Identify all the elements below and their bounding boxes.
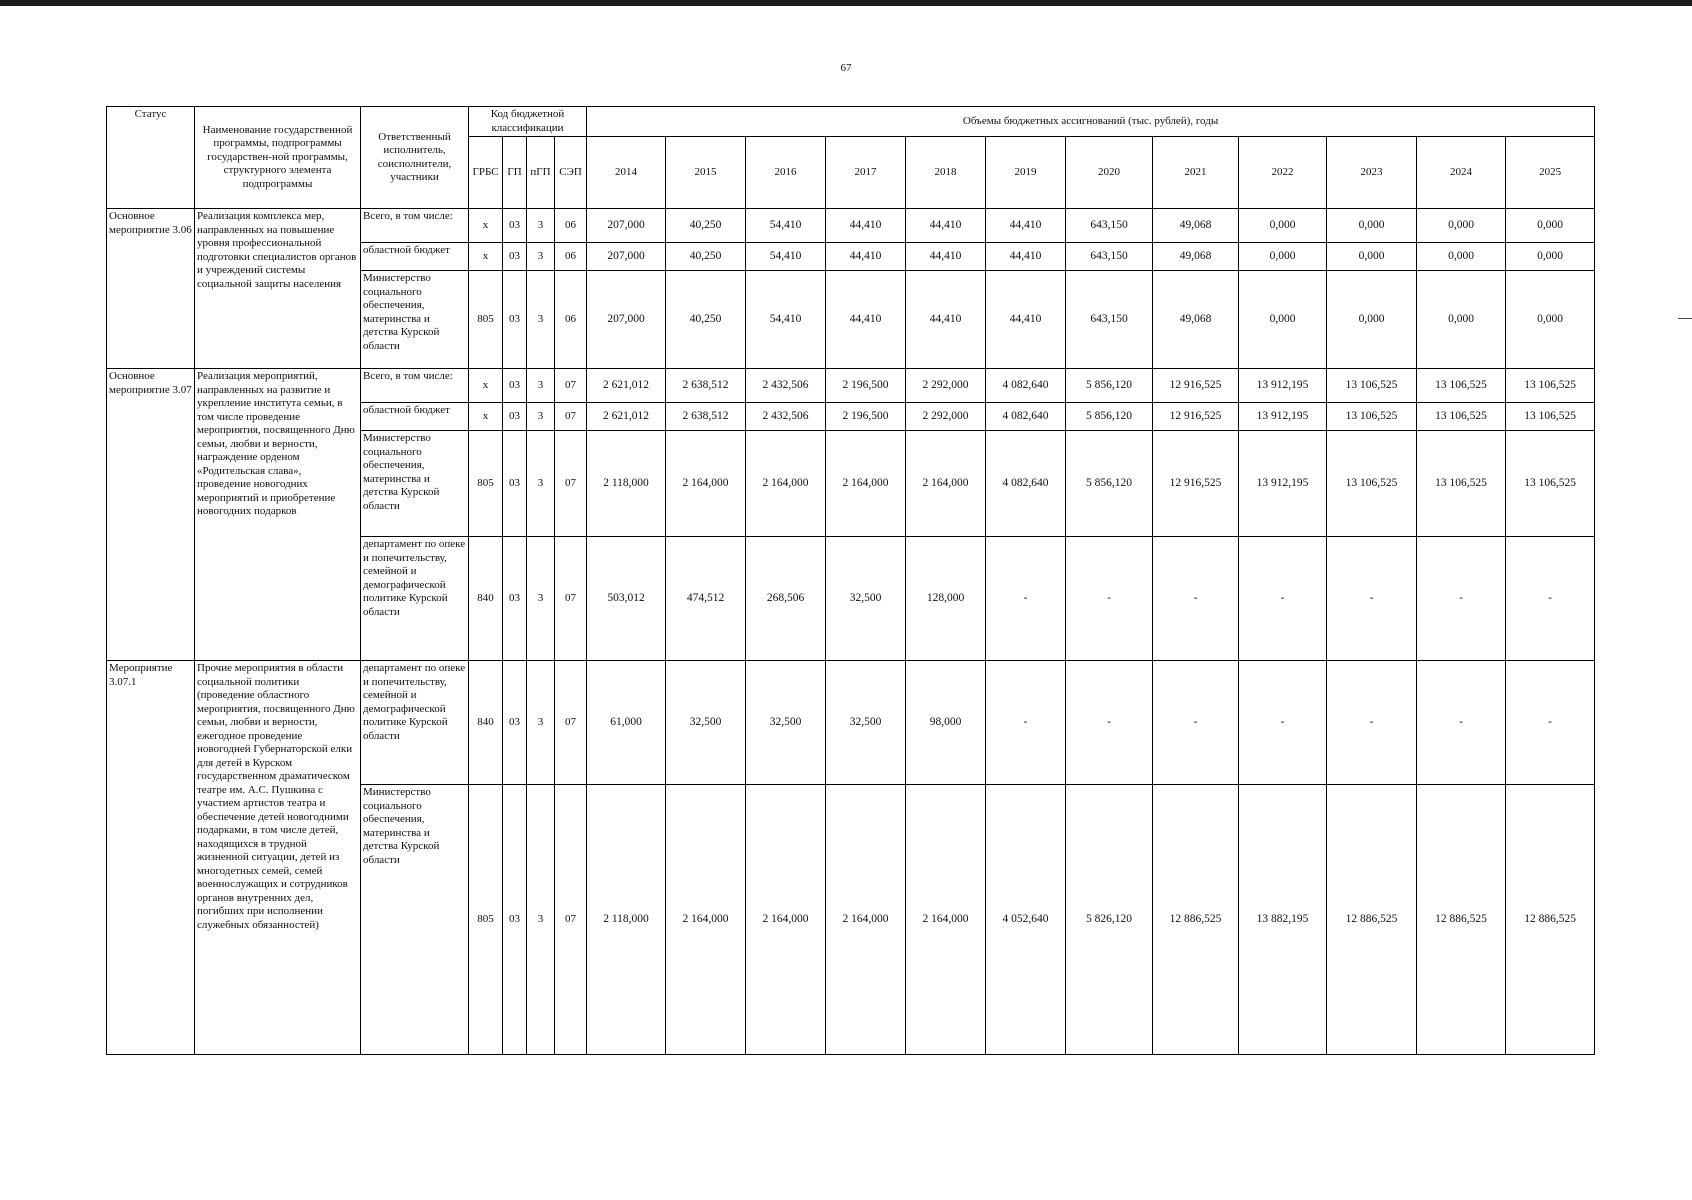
- allocation-value-cell: 40,250: [666, 271, 746, 369]
- allocation-value-cell: 0,000: [1417, 209, 1506, 243]
- budget-table: [106, 106, 1595, 1055]
- budget-code-cell: х: [469, 403, 503, 431]
- allocation-value-cell: 13 106,525: [1327, 403, 1417, 431]
- allocation-value-cell: 2 164,000: [906, 431, 986, 537]
- allocation-value-cell: 12 886,525: [1506, 785, 1595, 1055]
- budget-code-cell: 805: [469, 271, 503, 369]
- allocation-value-cell: 503,012: [587, 537, 666, 661]
- header-code: ГП: [503, 137, 527, 209]
- allocation-value-cell: -: [986, 537, 1066, 661]
- budget-code-cell: 07: [555, 661, 587, 785]
- allocation-value-cell: 5 856,120: [1066, 403, 1153, 431]
- allocation-value-cell: 4 052,640: [986, 785, 1066, 1055]
- allocation-value-cell: 2 432,506: [746, 403, 826, 431]
- allocation-value-cell: 40,250: [666, 243, 746, 271]
- page-number: 67: [840, 62, 852, 74]
- measure-name-cell: Реализация комплекса мер, направленных на повышение уровня профессиональной подготовки специалистов органов и учреждений системы социальной защиты населения: [195, 209, 361, 369]
- allocation-value-cell: 12 886,525: [1327, 785, 1417, 1055]
- allocation-value-cell: 207,000: [587, 243, 666, 271]
- allocation-value-cell: 32,500: [826, 661, 906, 785]
- allocation-value-cell: 2 164,000: [666, 785, 746, 1055]
- allocation-value-cell: -: [1066, 537, 1153, 661]
- responsible-cell: областной бюджет: [361, 243, 469, 271]
- header-status: Статус: [107, 107, 195, 209]
- allocation-value-cell: 5 856,120: [1066, 431, 1153, 537]
- measure-name-cell: Прочие мероприятия в области социальной политики (проведение областного мероприятия, посвященного Дню семьи, любви и верности, ежегодное проведение новогодней Губернаторской елки для детей в Курском государственном драматическом театре им. А.С. Пушкина с участием артистов театра и обеспечение детей новогодними подарками, в том числе детей, находящихся в трудной жизненной ситуации, детей из многодетных семей, семей военнослужащих и сотрудников органов внутренних дел, погибших при исполнении служебных обязанностей): [195, 661, 361, 1055]
- allocation-value-cell: 2 118,000: [587, 785, 666, 1055]
- allocation-value-cell: 643,150: [1066, 209, 1153, 243]
- allocation-value-cell: 54,410: [746, 209, 826, 243]
- allocation-value-cell: 0,000: [1506, 243, 1595, 271]
- allocation-value-cell: 5 826,120: [1066, 785, 1153, 1055]
- budget-table-body: [107, 209, 1595, 1055]
- allocation-value-cell: 12 886,525: [1417, 785, 1506, 1055]
- header-name: Наименование государственной программы, подпрограммы государствен-ной программы, структурного элемента подпрограммы: [195, 107, 361, 209]
- allocation-value-cell: 13 882,195: [1239, 785, 1327, 1055]
- allocation-value-cell: 44,410: [986, 271, 1066, 369]
- allocation-value-cell: 44,410: [906, 271, 986, 369]
- allocation-value-cell: 643,150: [1066, 271, 1153, 369]
- table-row: [107, 661, 1595, 785]
- allocation-value-cell: 643,150: [1066, 243, 1153, 271]
- budget-code-cell: 06: [555, 243, 587, 271]
- header-code: СЭП: [555, 137, 587, 209]
- budget-code-cell: 805: [469, 785, 503, 1055]
- allocation-value-cell: 44,410: [826, 209, 906, 243]
- allocation-value-cell: 4 082,640: [986, 403, 1066, 431]
- allocation-value-cell: -: [1506, 661, 1595, 785]
- responsible-cell: Министерство социального обеспечения, материнства и детства Курской области: [361, 431, 469, 537]
- allocation-value-cell: -: [1153, 661, 1239, 785]
- budget-code-cell: 03: [503, 431, 527, 537]
- allocation-value-cell: 2 164,000: [746, 785, 826, 1055]
- header-year: 2021: [1153, 137, 1239, 209]
- responsible-cell: областной бюджет: [361, 403, 469, 431]
- allocation-value-cell: 32,500: [746, 661, 826, 785]
- allocation-value-cell: 2 638,512: [666, 403, 746, 431]
- allocation-value-cell: 12 916,525: [1153, 403, 1239, 431]
- responsible-cell: Министерство социального обеспечения, материнства и детства Курской области: [361, 271, 469, 369]
- allocation-value-cell: 13 106,525: [1327, 431, 1417, 537]
- table-row: [107, 209, 1595, 243]
- allocation-value-cell: 0,000: [1417, 271, 1506, 369]
- allocation-value-cell: 13 106,525: [1417, 369, 1506, 403]
- allocation-value-cell: 32,500: [826, 537, 906, 661]
- responsible-cell: Всего, в том числе:: [361, 369, 469, 403]
- allocation-value-cell: -: [1066, 661, 1153, 785]
- allocation-value-cell: 0,000: [1239, 243, 1327, 271]
- allocation-value-cell: 2 292,000: [906, 403, 986, 431]
- measure-name-cell: Реализация мероприятий, направленных на развитие и укрепление института семьи, в том числе проведение мероприятия, посвященного Дню семьи, любви и верности, награждение орденом «Родительская слава», проведение новогодних мероприятий и приобретение новогодних подарков: [195, 369, 361, 661]
- allocation-value-cell: 49,068: [1153, 243, 1239, 271]
- allocation-value-cell: -: [1239, 537, 1327, 661]
- allocation-value-cell: 44,410: [826, 271, 906, 369]
- allocation-value-cell: 12 886,525: [1153, 785, 1239, 1055]
- allocation-value-cell: 12 916,525: [1153, 369, 1239, 403]
- header-year: 2025: [1506, 137, 1595, 209]
- header-year: 2020: [1066, 137, 1153, 209]
- header-year: 2023: [1327, 137, 1417, 209]
- allocation-value-cell: -: [1239, 661, 1327, 785]
- allocation-value-cell: 54,410: [746, 271, 826, 369]
- allocation-value-cell: 61,000: [587, 661, 666, 785]
- budget-code-cell: 03: [503, 369, 527, 403]
- allocation-value-cell: 12 916,525: [1153, 431, 1239, 537]
- allocation-value-cell: -: [1327, 661, 1417, 785]
- header-year: 2024: [1417, 137, 1506, 209]
- allocation-value-cell: -: [1417, 537, 1506, 661]
- allocation-value-cell: 268,506: [746, 537, 826, 661]
- budget-code-cell: 03: [503, 661, 527, 785]
- allocation-value-cell: 44,410: [826, 243, 906, 271]
- budget-code-cell: 03: [503, 271, 527, 369]
- allocation-value-cell: 2 196,500: [826, 403, 906, 431]
- allocation-value-cell: 0,000: [1327, 243, 1417, 271]
- budget-code-cell: х: [469, 243, 503, 271]
- budget-code-cell: 3: [527, 537, 555, 661]
- allocation-value-cell: 128,000: [906, 537, 986, 661]
- allocation-value-cell: 2 196,500: [826, 369, 906, 403]
- allocation-value-cell: 2 164,000: [666, 431, 746, 537]
- allocation-value-cell: 2 164,000: [746, 431, 826, 537]
- responsible-cell: Всего, в том числе:: [361, 209, 469, 243]
- allocation-value-cell: 2 164,000: [906, 785, 986, 1055]
- allocation-value-cell: 2 292,000: [906, 369, 986, 403]
- allocation-value-cell: 49,068: [1153, 271, 1239, 369]
- allocation-value-cell: 0,000: [1239, 271, 1327, 369]
- allocation-value-cell: 13 106,525: [1506, 431, 1595, 537]
- budget-code-cell: 06: [555, 271, 587, 369]
- allocation-value-cell: 474,512: [666, 537, 746, 661]
- status-cell: Основное мероприятие 3.07: [107, 369, 195, 661]
- header-year: 2015: [666, 137, 746, 209]
- header-code: ГРБС: [469, 137, 503, 209]
- allocation-value-cell: 44,410: [986, 243, 1066, 271]
- budget-code-cell: 3: [527, 403, 555, 431]
- allocation-value-cell: -: [986, 661, 1066, 785]
- allocation-value-cell: 2 164,000: [826, 431, 906, 537]
- allocation-value-cell: 0,000: [1239, 209, 1327, 243]
- budget-code-cell: х: [469, 209, 503, 243]
- scan-edge-mark: [1678, 318, 1692, 319]
- status-cell: Основное мероприятие 3.06: [107, 209, 195, 369]
- responsible-cell: департамент по опеке и попечительству, семейной и демографической политике Курской области: [361, 661, 469, 785]
- budget-code-cell: 3: [527, 369, 555, 403]
- scan-top-border: [0, 0, 1692, 6]
- budget-code-cell: 07: [555, 785, 587, 1055]
- allocation-value-cell: 4 082,640: [986, 431, 1066, 537]
- allocation-value-cell: 0,000: [1506, 271, 1595, 369]
- budget-code-cell: 3: [527, 209, 555, 243]
- allocation-value-cell: 44,410: [906, 243, 986, 271]
- budget-code-cell: 3: [527, 243, 555, 271]
- allocation-value-cell: 2 638,512: [666, 369, 746, 403]
- header-volumes-group: Объемы бюджетных ассигнований (тыс. рублей), годы: [587, 107, 1595, 137]
- allocation-value-cell: 0,000: [1417, 243, 1506, 271]
- allocation-value-cell: 44,410: [986, 209, 1066, 243]
- budget-code-cell: 07: [555, 431, 587, 537]
- budget-code-cell: 3: [527, 785, 555, 1055]
- allocation-value-cell: 13 912,195: [1239, 369, 1327, 403]
- allocation-value-cell: 32,500: [666, 661, 746, 785]
- allocation-value-cell: 4 082,640: [986, 369, 1066, 403]
- table-row: [107, 369, 1595, 403]
- header-year: 2016: [746, 137, 826, 209]
- allocation-value-cell: 13 106,525: [1506, 369, 1595, 403]
- allocation-value-cell: 2 164,000: [826, 785, 906, 1055]
- responsible-cell: департамент по опеке и попечительству, семейной и демографической политике Курской области: [361, 537, 469, 661]
- header-year: 2018: [906, 137, 986, 209]
- allocation-value-cell: 13 106,525: [1417, 431, 1506, 537]
- allocation-value-cell: 0,000: [1327, 271, 1417, 369]
- budget-code-cell: 07: [555, 403, 587, 431]
- allocation-value-cell: -: [1327, 537, 1417, 661]
- header-code-group: Код бюджетной классификации: [469, 107, 587, 137]
- allocation-value-cell: 207,000: [587, 271, 666, 369]
- header-year: 2014: [587, 137, 666, 209]
- allocation-value-cell: 2 118,000: [587, 431, 666, 537]
- budget-code-cell: 03: [503, 537, 527, 661]
- budget-code-cell: 840: [469, 661, 503, 785]
- header-year: 2022: [1239, 137, 1327, 209]
- budget-code-cell: х: [469, 369, 503, 403]
- allocation-value-cell: 2 621,012: [587, 403, 666, 431]
- allocation-value-cell: 40,250: [666, 209, 746, 243]
- allocation-value-cell: 98,000: [906, 661, 986, 785]
- budget-code-cell: 03: [503, 243, 527, 271]
- budget-code-cell: 805: [469, 431, 503, 537]
- allocation-value-cell: 13 106,525: [1417, 403, 1506, 431]
- allocation-value-cell: 54,410: [746, 243, 826, 271]
- allocation-value-cell: 207,000: [587, 209, 666, 243]
- allocation-value-cell: -: [1417, 661, 1506, 785]
- status-cell: Мероприятие 3.07.1: [107, 661, 195, 1055]
- budget-code-cell: 3: [527, 271, 555, 369]
- header-year: 2019: [986, 137, 1066, 209]
- budget-code-cell: 03: [503, 785, 527, 1055]
- allocation-value-cell: -: [1153, 537, 1239, 661]
- allocation-value-cell: 5 856,120: [1066, 369, 1153, 403]
- allocation-value-cell: 13 912,195: [1239, 403, 1327, 431]
- responsible-cell: Министерство социального обеспечения, материнства и детства Курской области: [361, 785, 469, 1055]
- allocation-value-cell: 0,000: [1506, 209, 1595, 243]
- budget-code-cell: 3: [527, 661, 555, 785]
- header-code: пГП: [527, 137, 555, 209]
- allocation-value-cell: 2 432,506: [746, 369, 826, 403]
- header-year: 2017: [826, 137, 906, 209]
- allocation-value-cell: -: [1506, 537, 1595, 661]
- budget-code-cell: 3: [527, 431, 555, 537]
- allocation-value-cell: 0,000: [1327, 209, 1417, 243]
- allocation-value-cell: 13 912,195: [1239, 431, 1327, 537]
- budget-code-cell: 06: [555, 209, 587, 243]
- allocation-value-cell: 44,410: [906, 209, 986, 243]
- allocation-value-cell: 2 621,012: [587, 369, 666, 403]
- allocation-value-cell: 13 106,525: [1327, 369, 1417, 403]
- budget-code-cell: 03: [503, 403, 527, 431]
- allocation-value-cell: 13 106,525: [1506, 403, 1595, 431]
- header-responsible: Ответственный исполнитель, соисполнители, участники: [361, 107, 469, 209]
- allocation-value-cell: 49,068: [1153, 209, 1239, 243]
- budget-code-cell: 840: [469, 537, 503, 661]
- budget-code-cell: 03: [503, 209, 527, 243]
- budget-code-cell: 07: [555, 369, 587, 403]
- budget-code-cell: 07: [555, 537, 587, 661]
